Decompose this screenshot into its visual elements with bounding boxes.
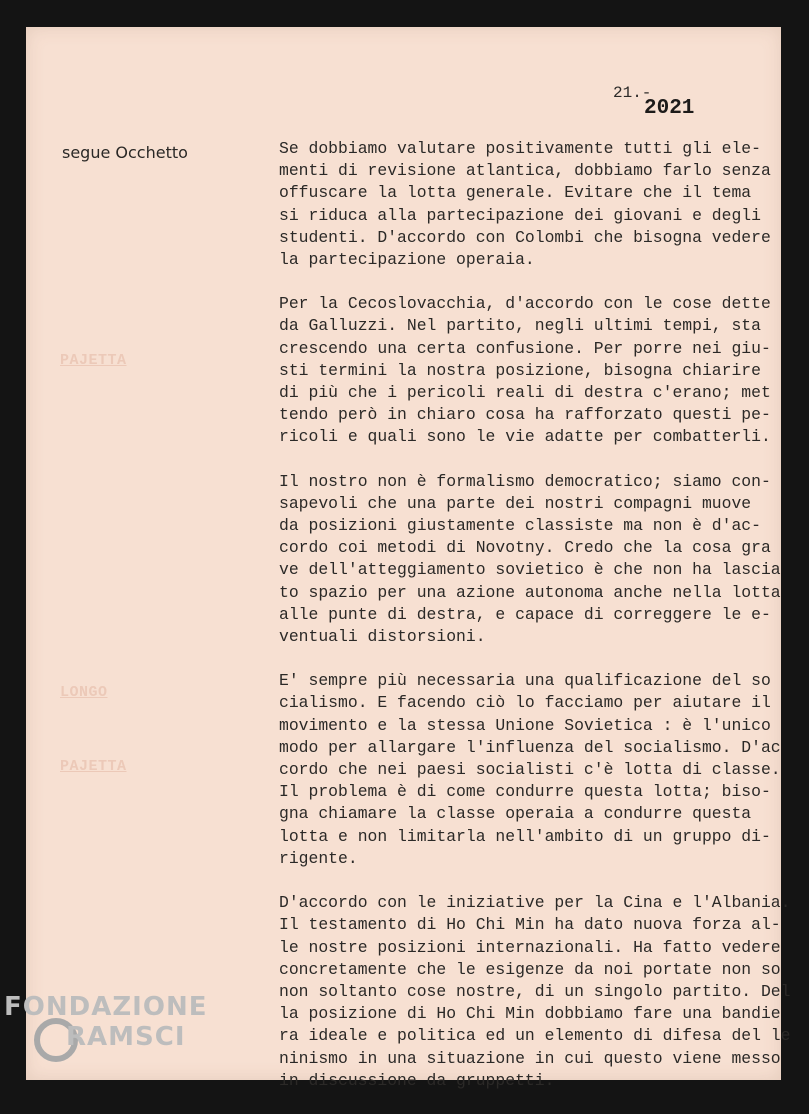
show-through-name: LONGO bbox=[60, 684, 108, 701]
text-line: ra ideale e politica ed un elemento di difesa del le bbox=[279, 1026, 791, 1046]
text-line: ve dell'atteggiamento sovietico è che non ha lascia bbox=[279, 560, 781, 580]
text-line: cialismo. E facendo ciò lo facciamo per aiutare il bbox=[279, 693, 771, 713]
text-line: movimento e la stessa Unione Sovietica : è l'unico bbox=[279, 715, 771, 735]
speaker-label: segue Occhetto bbox=[62, 143, 188, 162]
text-line: sti termini la nostra posizione, bisogna chiarire bbox=[279, 360, 761, 380]
text-line: di più che i pericoli reali di destra c'erano; met bbox=[279, 383, 771, 403]
text-line: tendo però in chiaro cosa ha rafforzato questi pe- bbox=[279, 405, 771, 425]
text-line: da posizioni giustamente classiste ma non è d'ac- bbox=[279, 516, 761, 536]
text-line: in discussione da gruppetti. bbox=[279, 1070, 555, 1090]
text-line: cordo coi metodi di Novotny. Credo che la cosa gra bbox=[279, 538, 771, 558]
paragraph bbox=[279, 471, 781, 649]
text-line: Per la Cecoslovacchia, d'accordo con le cose dette bbox=[279, 294, 771, 314]
text-line: Il nostro non è formalismo democratico; siamo con- bbox=[279, 471, 771, 491]
page-number: 21.- bbox=[613, 84, 652, 102]
watermark-line-1: FONDAZIONE bbox=[4, 992, 208, 1022]
text-line: Se dobbiamo valutare positivamente tutti gli ele- bbox=[279, 139, 761, 158]
watermark-line-2: RAMSCI bbox=[66, 1022, 186, 1052]
text-line: D'accordo con le iniziative per la Cina e l'Albania. bbox=[279, 893, 791, 913]
text-line: sapevoli che una parte dei nostri compagni muove bbox=[279, 493, 752, 513]
text-line: non soltanto cose nostre, di un singolo partito. Del bbox=[279, 981, 791, 1001]
text-line: lotta e non limitarla nell'ambito di un gruppo di- bbox=[279, 826, 771, 846]
text-line: la partecipazione operaia. bbox=[279, 250, 535, 270]
show-through-name: PAJETTA bbox=[60, 758, 127, 775]
transcript-body bbox=[279, 138, 791, 1114]
paragraph bbox=[279, 892, 791, 1092]
text-line: ninismo in una situazione in cui questo viene messo bbox=[279, 1048, 781, 1068]
text-line: alle punte di destra, e capace di correggere le e- bbox=[279, 604, 771, 624]
text-line: le nostre posizioni internazionali. Ha fatto vedere bbox=[279, 937, 781, 957]
archive-number: 2021 bbox=[644, 97, 695, 120]
text-line: Il testamento di Ho Chi Min ha dato nuova forza al- bbox=[279, 915, 781, 935]
text-line: studenti. D'accordo con Colombi che bisogna vedere bbox=[279, 227, 771, 247]
text-line: to spazio per una azione autonoma anche nella lotta bbox=[279, 582, 781, 602]
text-line: rigente. bbox=[279, 848, 358, 868]
text-line: modo per allargare l'influenza del socialismo. D'ac bbox=[279, 737, 781, 757]
text-line: crescendo una certa confusione. Per porre nei giu- bbox=[279, 338, 771, 358]
paragraph bbox=[279, 138, 771, 271]
text-line: gna chiamare la classe operaia a condurre questa bbox=[279, 804, 752, 824]
paragraph bbox=[279, 293, 771, 448]
text-line: ventuali distorsioni. bbox=[279, 627, 486, 647]
text-line: menti di revisione atlantica, dobbiamo farlo senza bbox=[279, 161, 771, 181]
text-line: si riduca alla partecipazione dei giovani e degli bbox=[279, 205, 761, 225]
show-through-name: PAJETTA bbox=[60, 352, 127, 369]
text-line: concretamente che le esigenze da noi portate non so bbox=[279, 959, 781, 979]
text-line: E' sempre più necessaria una qualificazione del so bbox=[279, 671, 771, 691]
text-line: Il problema è di come condurre questa lotta; biso- bbox=[279, 782, 771, 802]
text-line: la posizione di Ho Chi Min dobbiamo fare una bandie bbox=[279, 1004, 781, 1024]
text-line: offuscare la lotta generale. Evitare che il tema bbox=[279, 183, 752, 203]
text-line: ricoli e quali sono le vie adatte per combatterli. bbox=[279, 427, 771, 447]
text-line: cordo che nei paesi socialisti c'è lotta di classe. bbox=[279, 760, 781, 780]
foundation-watermark bbox=[4, 992, 207, 1052]
text-line: da Galluzzi. Nel partito, negli ultimi tempi, sta bbox=[279, 316, 761, 336]
paragraph bbox=[279, 670, 781, 870]
